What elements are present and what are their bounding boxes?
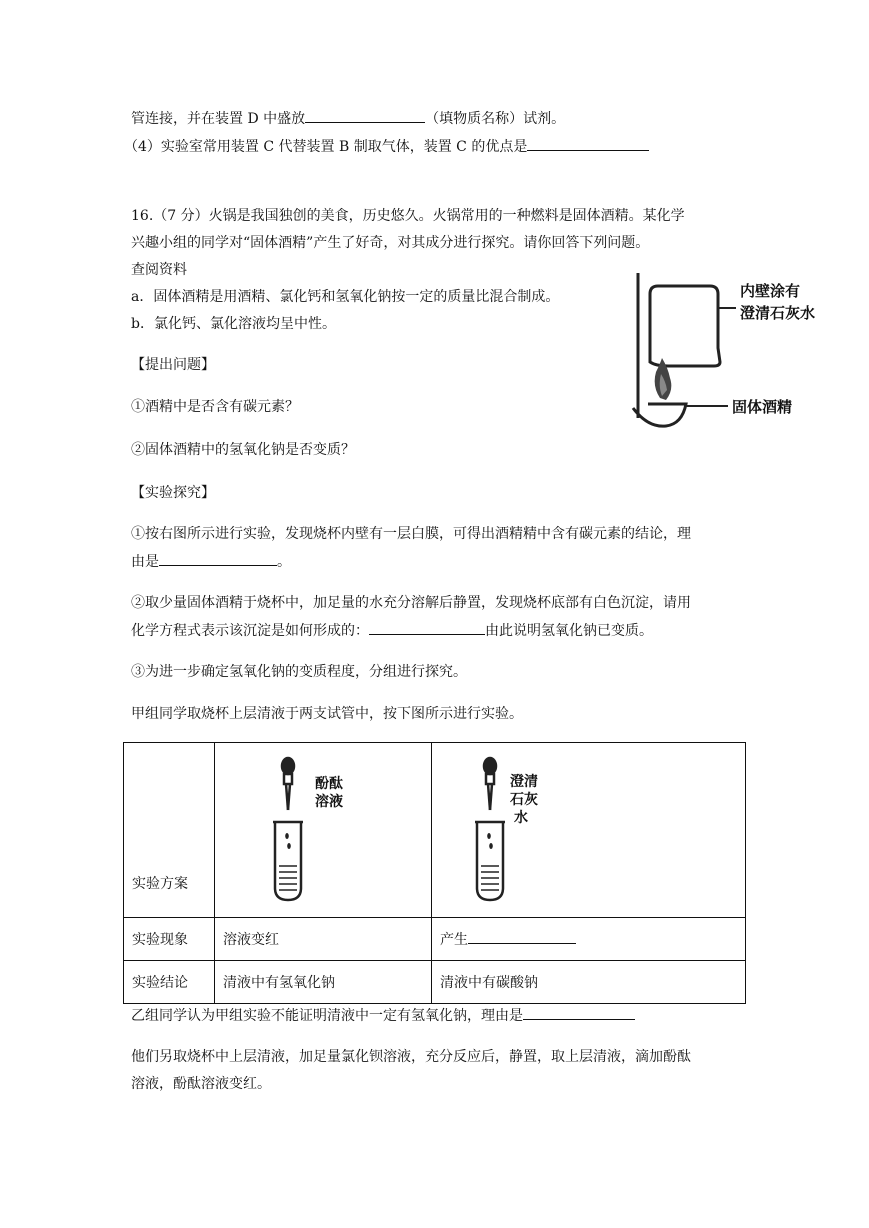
row-label-plan: 实验方案 [124,743,215,918]
table-row-plan [124,743,746,918]
q16-intro-2: 兴趣小组的同学对“固体酒精”产生了好奇，对其成分进行探究。请你回答下列问题。 [131,235,650,251]
experiment-table [123,742,746,1004]
question-2: ②固体酒精中的氢氧化钠是否变质？ [131,442,355,458]
step2-line-2 [131,620,653,641]
text: 由此说明氢氧化钠已变质。 [485,623,653,639]
group-b-line [131,1005,635,1026]
prev-line-1 [131,108,565,129]
row-label-phenomenon: 实验现象 [124,918,215,961]
ref-a: a．固体酒精是用酒精、氯化钙和氢氧化钠按一定的质量比混合制成。 [131,289,560,305]
text: 。 [277,554,291,570]
answer-blank[interactable] [527,136,649,151]
tube2-label-2: 石灰 [510,792,538,808]
answer-blank[interactable] [159,551,277,566]
table-row-phenomenon [124,918,746,961]
conclusion-1: 清液中有氢氧化钠 [215,961,432,1004]
tube1-label-1: 酚酞 [315,776,343,792]
figure-label-wall-2: 澄清石灰水 [740,304,816,322]
question-1: ①酒精中是否含有碳元素？ [131,399,299,415]
figure-label-fuel: 固体酒精 [732,398,793,416]
step1-line-1: ①按右图所示进行实验，发现烧杯内壁有一层白膜，可得出酒精精中含有碳元素的结论，理 [131,526,691,542]
step1-line-2 [131,551,291,572]
ref-title: 查阅资料 [131,262,187,278]
text: 乙组同学认为甲组实验不能证明清液中一定有氢氧化钠，理由是 [131,1008,523,1024]
q16-intro-1: 16.（7 分）火锅是我国独创的美食，历史悠久。火锅常用的一种燃料是固体酒精。某化学 [131,208,685,224]
text: 管连接，并在装置 D 中盛放 [131,111,306,127]
step2-line-1: ②取少量固体酒精于烧杯中，加足量的水充分溶解后静置，发现烧杯底部有白色沉淀，请用 [131,595,691,611]
row-label-conclusion: 实验结论 [124,961,215,1004]
figure-label-wall-1: 内壁涂有 [740,282,801,300]
tube1-label-2: 溶液 [315,794,343,810]
answer-blank[interactable] [369,620,485,635]
tube2-label-3: 水 [514,810,528,826]
beaker-figure [628,268,838,438]
text: （填物质名称）试剂。 [425,111,566,127]
answer-blank[interactable] [468,929,576,944]
tube2-label-1: 澄清 [510,774,538,790]
ref-b: b．氯化钙、氯化溶液均呈中性。 [131,316,336,332]
text: 化学方程式表示该沉淀是如何形成的： [131,623,369,639]
test-tube-limewater-icon [440,748,640,908]
text: 产生 [440,932,468,948]
conclusion-2: 清液中有碳酸钠 [432,961,746,1004]
tube-2-cell [432,743,746,918]
answer-blank[interactable] [523,1005,635,1020]
prev-line-2 [124,136,649,157]
text: （4）实验室常用装置 C 代替装置 B 制取气体，装置 C 的优点是 [124,139,528,155]
step3: ③为进一步确定氢氧化钠的变质程度，分组进行探究。 [131,664,467,680]
test-tube-phenolphthalein-icon [223,748,423,908]
text: 由是 [131,554,159,570]
beaker-illustration [628,268,838,438]
final-line-1: 他们另取烧杯中上层清液，加足量氯化钡溶液，充分反应后，静置，取上层清液，滴加酚酞 [131,1049,691,1065]
question-title: 【提出问题】 [131,357,215,373]
phenomenon-2-cell [432,918,746,961]
group-a-intro: 甲组同学取烧杯上层清液于两支试管中，按下图所示进行实验。 [131,706,523,722]
tube-1-cell [215,743,432,918]
answer-blank[interactable] [305,108,425,123]
phenomenon-1: 溶液变红 [215,918,432,961]
explore-title: 【实验探究】 [131,485,215,501]
final-line-2: 溶液，酚酞溶液变红。 [131,1076,271,1092]
table-row-conclusion [124,961,746,1004]
